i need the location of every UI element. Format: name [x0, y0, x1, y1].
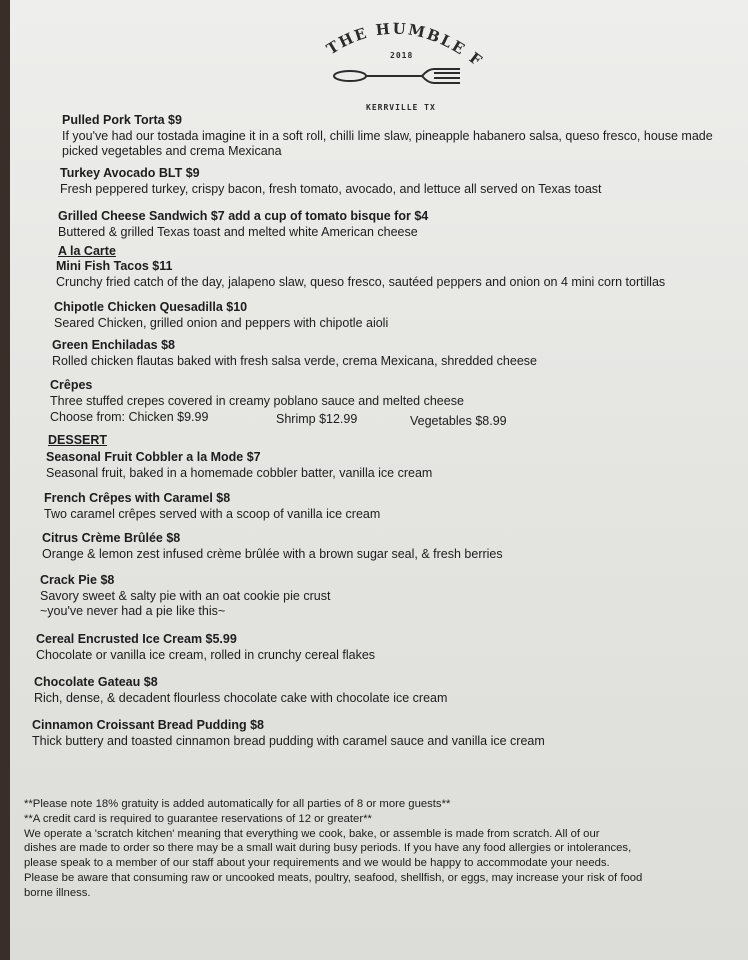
restaurant-logo	[310, 14, 490, 114]
menu-item	[34, 675, 447, 706]
menu-item	[40, 573, 330, 620]
crepe-choice-shrimp: Shrimp $12.99	[276, 412, 358, 426]
note-credit-card: **A credit card is required to guarantee reservations of 12 or greater**	[24, 812, 372, 825]
item-name: Crêpes	[50, 378, 93, 392]
section-heading-a-la-carte: A la Carte	[58, 244, 116, 258]
logo-name-path: THE HUMBLE F	[323, 19, 487, 71]
menu-item	[60, 166, 602, 197]
note-scratch-kitchen: We operate a 'scratch kitchen' meaning that everything we cook, bake, or assemble is made from scratch. All of our	[24, 827, 600, 840]
menu-item	[44, 491, 380, 522]
item-name: Green Enchiladas $8	[52, 338, 175, 352]
menu-item	[42, 531, 503, 562]
note-gratuity: **Please note 18% gratuity is added automatically for all parties of 8 or more guests**	[24, 798, 451, 810]
crepe-choice-chicken: Choose from: Chicken $9.99	[50, 410, 209, 424]
item-description: Three stuffed crepes covered in creamy poblano sauce and melted cheese	[50, 393, 464, 408]
item-description: Chocolate or vanilla ice cream, rolled in crunchy cereal flakes	[36, 647, 376, 662]
item-name: Cinnamon Croissant Bread Pudding $8	[32, 718, 264, 732]
item-description: Seasonal fruit, baked in a homemade cobbler batter, vanilla ice cream	[46, 465, 433, 480]
menu-item	[32, 718, 545, 749]
menu-item	[52, 338, 537, 369]
item-name: Chipotle Chicken Quesadilla $10	[54, 300, 248, 314]
item-tagline: ~you've never had a pie like this~	[40, 604, 226, 618]
logo-location: KERRVILLE TX	[366, 103, 436, 112]
menu-item	[56, 259, 665, 290]
menu-notes	[24, 797, 734, 901]
note-raw-food-warning: Please be aware that consuming raw or uncooked meats, poultry, seafood, shellfish, or eggs, may increase your risk of food	[24, 871, 643, 884]
item-description: If you've had our tostada imagine it in a soft roll, chilli lime slaw, pineapple habanero salsa, queso fresco, house made picked vegetables and crema Mexicana	[62, 128, 713, 158]
crepe-choice-vegetables: Vegetables $8.99	[410, 414, 507, 428]
item-description: Rolled chicken flautas baked with fresh salsa verde, crema Mexicana, shredded cheese	[52, 353, 537, 368]
menu-item	[36, 632, 375, 663]
item-description: Two caramel crêpes served with a scoop of vanilla ice cream	[44, 506, 381, 521]
item-name: Turkey Avocado BLT $9	[60, 166, 200, 180]
item-name: Cereal Encrusted Ice Cream $5.99	[36, 632, 237, 646]
menu-item	[54, 300, 388, 331]
item-description: Thick buttery and toasted cinnamon bread pudding with caramel sauce and vanilla ice cream	[32, 733, 545, 748]
note-made-to-order: dishes are made to order so there may be a small wait during busy periods. If you have any food allergies or intolerances,	[24, 842, 632, 855]
item-name: Seasonal Fruit Cobbler a la Mode $7	[46, 450, 261, 464]
item-description: Orange & lemon zest infused crème brûlée with a brown sugar seal, & fresh berries	[42, 546, 503, 561]
item-name: Citrus Crème Brûlée $8	[42, 531, 181, 545]
menu-page	[10, 0, 748, 960]
item-name: Chocolate Gateau $8	[34, 675, 158, 689]
menu-item	[50, 378, 464, 409]
menu-item	[62, 113, 732, 160]
logo-year: 2018	[390, 51, 414, 60]
item-description: Savory sweet & salty pie with an oat cookie pie crust	[40, 588, 331, 603]
section-heading-dessert: DESSERT	[48, 433, 108, 447]
item-name: Crack Pie $8	[40, 573, 115, 587]
menu-item	[58, 209, 428, 240]
note-illness: borne illness.	[24, 886, 91, 899]
item-description: Buttered & grilled Texas toast and melted white American cheese	[58, 224, 418, 239]
logo-name	[310, 14, 487, 71]
item-description: Rich, dense, & decadent flourless chocolate cake with chocolate ice cream	[34, 690, 448, 705]
item-description: Seared Chicken, grilled onion and peppers with chipotle aioli	[54, 315, 389, 330]
item-name: Pulled Pork Torta $9	[62, 113, 182, 127]
item-description: Fresh peppered turkey, crispy bacon, fresh tomato, avocado, and lettuce all served on Texas toast	[60, 181, 602, 196]
fork-logo-icon	[310, 14, 490, 114]
item-name: Mini Fish Tacos $11	[56, 259, 173, 273]
item-name: Grilled Cheese Sandwich $7 add a cup of tomato bisque for $4	[58, 209, 429, 223]
item-description: Crunchy fried catch of the day, jalapeno slaw, queso fresco, sautéed peppers and onion on 4 mini corn tortillas	[56, 274, 666, 289]
menu-item	[46, 450, 432, 481]
item-name: French Crêpes with Caramel $8	[44, 491, 231, 505]
note-allergies: please speak to a member of our staff about your requirements and we would be happy to accommodate your needs.	[24, 857, 610, 870]
